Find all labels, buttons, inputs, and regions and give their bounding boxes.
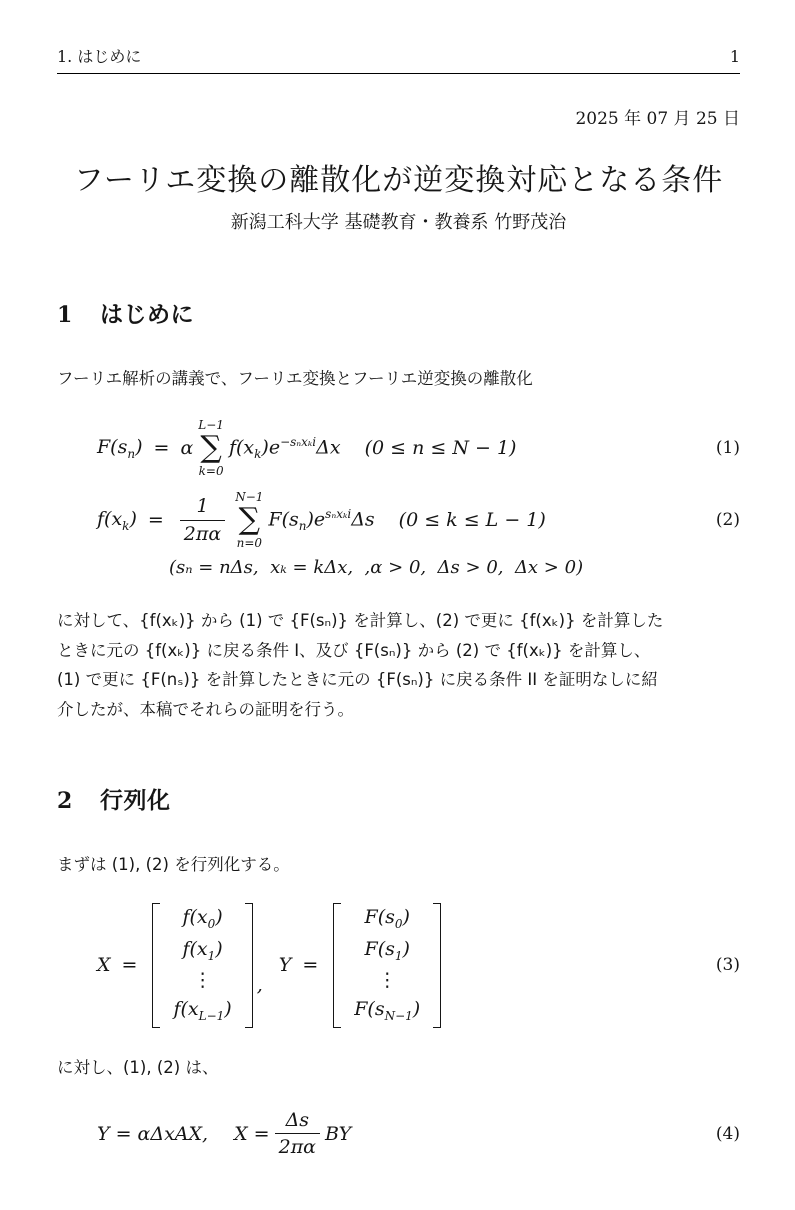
eq4-fraction <box>275 1108 320 1160</box>
summation-symbol <box>198 419 224 477</box>
equation-4 <box>57 1108 740 1160</box>
matrix-cell: $F(s_{N-1})$ <box>354 998 421 1023</box>
bracket-right-icon <box>433 903 441 1028</box>
running-head <box>57 44 740 74</box>
summation-symbol <box>235 491 263 549</box>
eq1-lhs: $F(s_n)$ <box>97 435 143 461</box>
eq4-second-rhs: BY <box>325 1122 352 1145</box>
matrix-cell: $f(x_{L-1})$ <box>173 998 232 1023</box>
equation-3-number: (3) <box>715 955 740 976</box>
equation-1-number: (1) <box>715 438 740 458</box>
eq3-x-equals: = <box>121 954 138 977</box>
section-2-title: 行列化 <box>100 788 171 814</box>
matrix-cell: $F(s_1)$ <box>364 937 410 963</box>
fraction-numerator: 1 <box>196 494 209 517</box>
eq2-lhs: $f(x_k)$ <box>97 507 137 533</box>
intro-paragraph-line-2: ときに元の {f(xₖ)} に戻る条件 I、及び {F(sₙ)} から (2) で {f(xₖ)} を計算し、 <box>57 640 651 660</box>
matrix-y <box>333 903 441 1028</box>
eq2-condition: (0 ≤ k ≤ L − 1) <box>398 509 546 531</box>
section-2-heading <box>57 782 740 815</box>
sigma-icon: ∑ <box>200 430 222 465</box>
sum-upper-limit: L−1 <box>198 418 224 432</box>
matrix-cell: $f(x_1)$ <box>182 937 223 963</box>
section-1-heading <box>57 296 740 329</box>
eq2-fraction <box>180 494 225 546</box>
paper-title: フーリエ変換の離散化が逆変換対応となる条件 <box>73 163 724 198</box>
fraction-denominator: 2πα <box>180 520 225 547</box>
intro-paragraph-line-4: 介したが、本稿でそれらの証明を行う。 <box>57 699 354 719</box>
matrix-separator-comma: , <box>256 974 263 997</box>
equation-2-body <box>57 491 716 549</box>
equation-1-body <box>57 419 716 477</box>
eq1-condition: (0 ≤ n ≤ N − 1) <box>364 437 517 459</box>
eq4-first-relation: Y = αΔxAX, <box>97 1122 209 1145</box>
sum-upper-limit: N−1 <box>235 490 264 504</box>
equation-3 <box>57 903 740 1028</box>
equation-4-body <box>57 1108 716 1160</box>
bracket-left-icon <box>152 903 160 1028</box>
section-1-title: はじめに <box>100 302 194 328</box>
equation-2 <box>57 491 740 549</box>
vertical-dots-icon: ⋮ <box>377 969 397 992</box>
matrix-cell: $F(s_0)$ <box>364 906 410 931</box>
matrix-cell: $f(x_0)$ <box>182 906 223 931</box>
eq3-y-equals: = <box>302 954 319 977</box>
eq2-equals: = <box>147 509 164 531</box>
section-2-number: 2 <box>57 788 73 814</box>
intro-paragraph-line-3: (1) で更に {F(nₛ)} を計算したときに元の {F(sₙ)} に戻る条件 II を証明なしに紹 <box>57 670 658 689</box>
matrix-y-column <box>346 903 428 1028</box>
equation-1 <box>57 419 740 477</box>
fraction-denominator: 2πα <box>275 1133 320 1160</box>
equation-2-number: (2) <box>715 510 740 530</box>
eq4-second-lhs: X = <box>234 1122 270 1145</box>
sum-lower-limit: n=0 <box>236 536 263 550</box>
paper-author: 新潟工科大学 基礎教育・教養系 竹野茂治 <box>230 212 567 233</box>
equation-4-number: (4) <box>715 1123 740 1144</box>
eq3-y-name: Y <box>278 954 292 977</box>
sum-lower-limit: k=0 <box>198 464 224 478</box>
section-1-lead-paragraph: フーリエ解析の講義で、フーリエ変換とフーリエ逆変換の離散化 <box>57 369 533 388</box>
matrix-x <box>152 903 252 1028</box>
equation-3-body <box>57 903 716 1028</box>
eq2-parameter-constraints: (sₙ = nΔs, xₖ = kΔx, ,α > 0, Δs > 0, Δx > 0) <box>169 557 584 578</box>
sigma-icon: ∑ <box>238 502 261 537</box>
fraction-numerator: Δs <box>285 1108 310 1131</box>
eq1-term: $f(x_k)e^{-s_nx_ki}\Delta x$ <box>228 434 341 462</box>
matrix-x-column <box>165 903 239 1028</box>
bracket-left-icon <box>333 903 341 1028</box>
vertical-dots-icon: ⋮ <box>193 969 213 992</box>
running-head-section: 1. はじめに <box>57 47 142 66</box>
eq1-equals: = <box>153 437 170 459</box>
section-2-lead-paragraph: まずは (1), (2) を行列化する。 <box>57 855 290 874</box>
section-1-number: 1 <box>57 302 73 328</box>
pre-eq4-paragraph: に対し、(1), (2) は、 <box>57 1057 219 1077</box>
intro-paragraph <box>57 606 740 724</box>
eq2-term: $F(s_n)e^{s_nx_ki}\Delta s$ <box>268 506 375 534</box>
running-head-page-number: 1 <box>729 47 740 66</box>
eq1-coefficient: α <box>180 437 194 459</box>
bracket-right-icon <box>245 903 253 1028</box>
intro-paragraph-line-1: に対して、{f(xₖ)} から (1) で {F(sₙ)} を計算し、(2) で更に {f(xₖ)} を計算した <box>57 611 664 630</box>
eq3-x-name: X <box>97 954 111 977</box>
date: 2025 年 07 月 25 日 <box>575 109 740 129</box>
